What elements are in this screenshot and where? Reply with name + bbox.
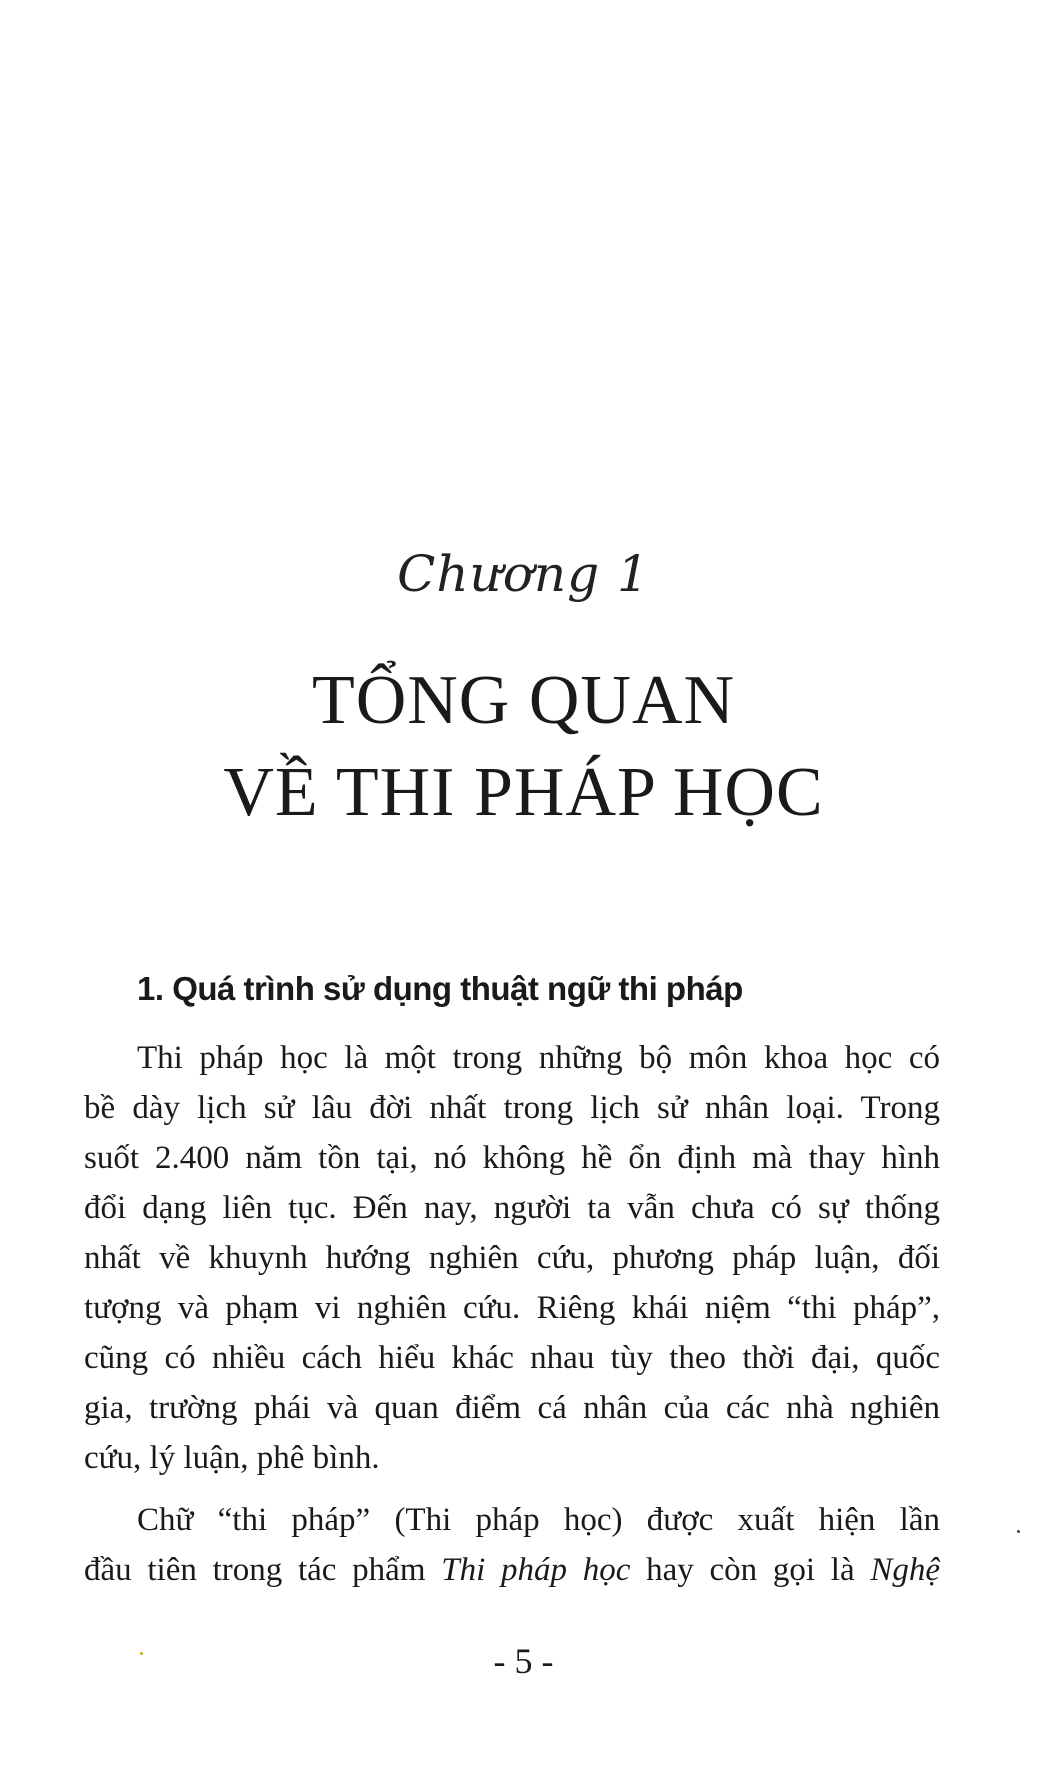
paragraph-line: cứu, lý luận, phê bình. — [84, 1440, 380, 1476]
paragraph-1 — [84, 1033, 940, 1483]
paragraph-line: suốt 2.400 năm tồn tại, nó không hề ổn định mà thay hình — [84, 1140, 940, 1176]
paragraph-line: Thi pháp học là một trong những bộ môn khoa học có — [137, 1040, 940, 1076]
chapter-title-line-2: VỀ THI PHÁP HỌC — [223, 754, 824, 831]
text-run: hay còn gọi là — [630, 1552, 871, 1588]
page-number: - 5 - — [493, 1641, 554, 1681]
paragraph-line — [84, 1545, 940, 1595]
paragraph-line: nhất về khuynh hướng nghiên cứu, phương pháp luận, đối — [84, 1240, 940, 1276]
paragraph-line: tượng và phạm vi nghiên cứu. Riêng khái niệm “thi pháp”, — [84, 1290, 940, 1326]
print-speck — [140, 1652, 143, 1655]
text-run: đầu tiên trong tác phẩm — [84, 1552, 442, 1588]
paragraph-line: đổi dạng liên tục. Đến nay, người ta vẫn chưa có sự thống — [84, 1190, 940, 1226]
chapter-title-line-1: TỔNG QUAN — [311, 662, 736, 739]
print-speck — [1017, 1530, 1020, 1533]
paragraph-line: bề dày lịch sử lâu đời nhất trong lịch sử nhân loại. Trong — [84, 1090, 940, 1126]
paragraph-line: Chữ “thi pháp” (Thi pháp học) được xuất hiện lần — [137, 1502, 940, 1538]
book-title-italic: Thi pháp học — [441, 1552, 631, 1588]
paragraph-line: cũng có nhiều cách hiểu khác nhau tùy theo thời đại, quốc — [84, 1340, 940, 1376]
paragraph-2 — [84, 1495, 940, 1595]
chapter-label: Chương 1 — [397, 545, 650, 603]
section-heading: 1. Quá trình sử dụng thuật ngữ thi pháp — [137, 970, 743, 1007]
chapter-title — [0, 655, 1047, 839]
book-title-italic: Nghệ — [870, 1552, 940, 1588]
paragraph-line: gia, trường phái và quan điểm cá nhân của các nhà nghiên — [84, 1390, 940, 1426]
